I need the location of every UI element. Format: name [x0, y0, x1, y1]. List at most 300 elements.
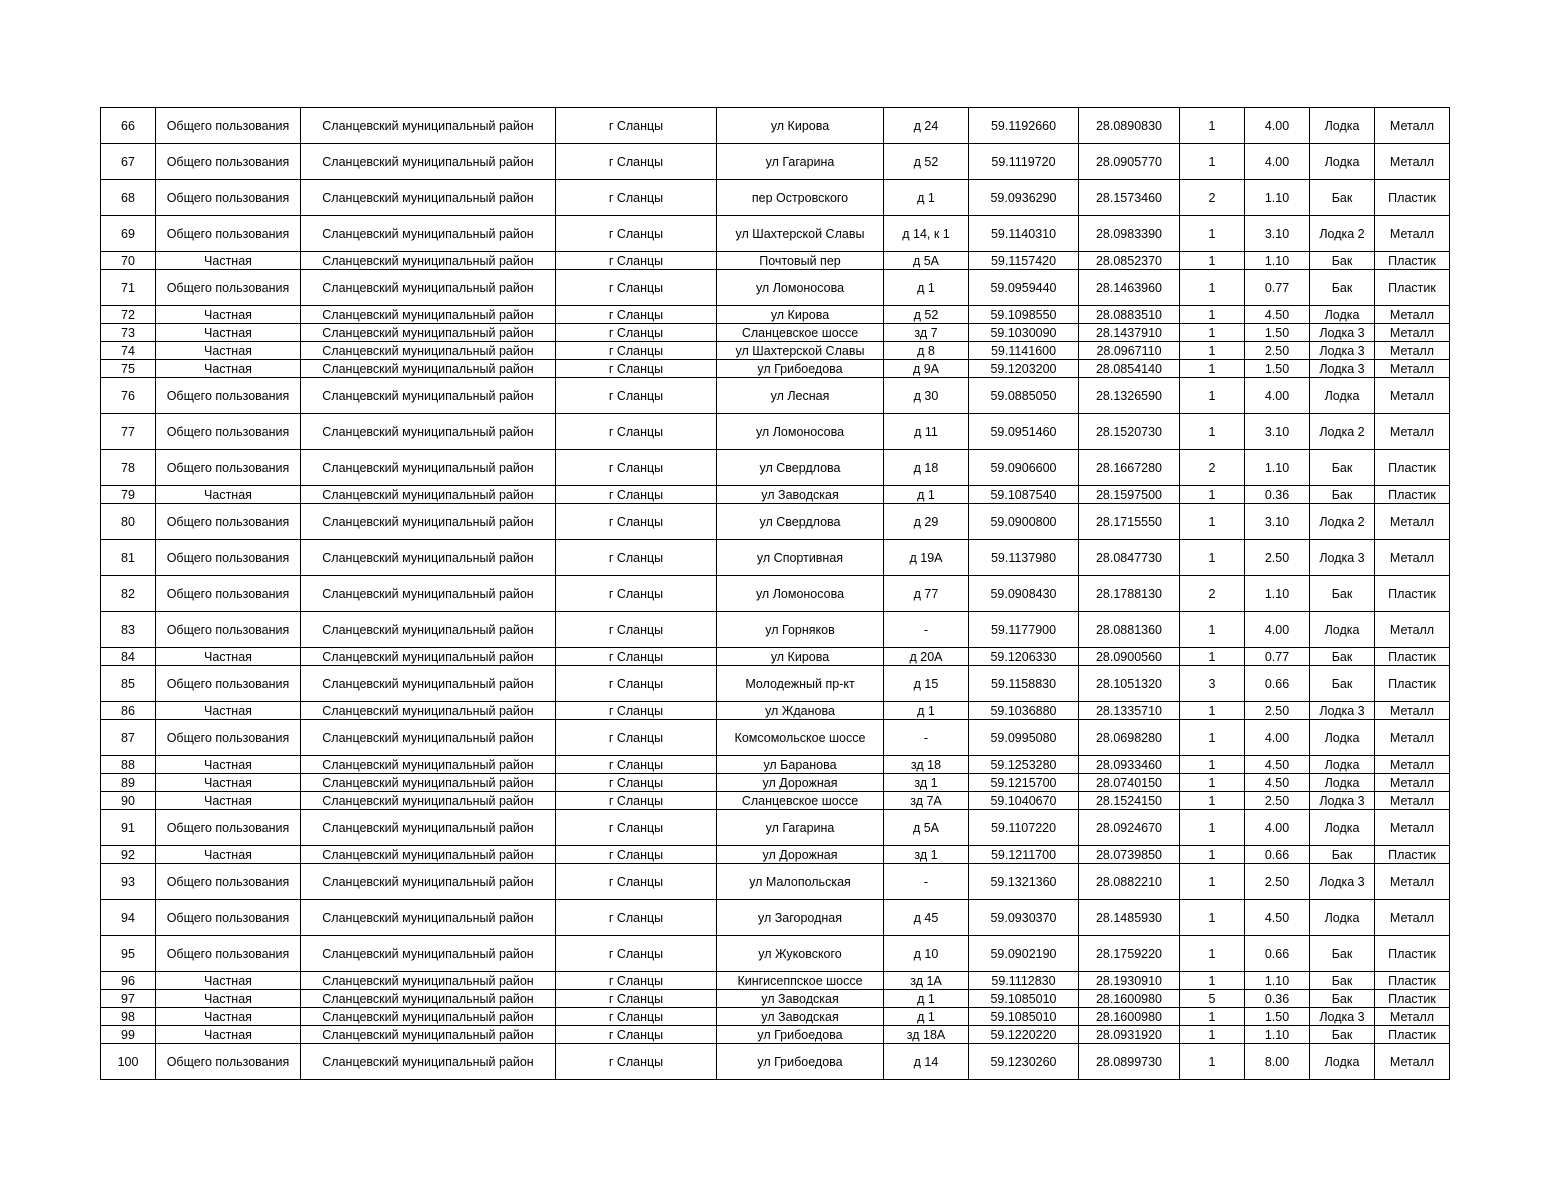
- cell-volume: 2.50: [1245, 864, 1310, 900]
- cell-volume: 4.00: [1245, 810, 1310, 846]
- cell-house: зд 7: [884, 324, 969, 342]
- cell-longitude: 28.0847730: [1079, 540, 1180, 576]
- cell-longitude: 28.1051320: [1079, 666, 1180, 702]
- cell-number: 78: [101, 450, 156, 486]
- cell-latitude: 59.0936290: [969, 180, 1079, 216]
- cell-container-type: Лодка 2: [1310, 414, 1375, 450]
- cell-house: д 8: [884, 342, 969, 360]
- cell-container-type: Лодка 3: [1310, 864, 1375, 900]
- cell-site-type: Общего пользования: [156, 810, 301, 846]
- cell-container-type: Лодка 3: [1310, 792, 1375, 810]
- cell-number: 70: [101, 252, 156, 270]
- cell-street: ул Грибоедова: [717, 1026, 884, 1044]
- cell-house: д 52: [884, 144, 969, 180]
- cell-volume: 4.50: [1245, 756, 1310, 774]
- cell-volume: 4.50: [1245, 306, 1310, 324]
- cell-volume: 2.50: [1245, 792, 1310, 810]
- cell-container-type: Лодка: [1310, 774, 1375, 792]
- cell-material: Пластик: [1375, 1026, 1450, 1044]
- cell-street: ул Гагарина: [717, 144, 884, 180]
- cell-city: г Сланцы: [556, 504, 717, 540]
- cell-container-count: 1: [1180, 306, 1245, 324]
- cell-container-type: Лодка: [1310, 900, 1375, 936]
- cell-district: Сланцевский муниципальный район: [301, 144, 556, 180]
- cell-house: д 9А: [884, 360, 969, 378]
- cell-material: Пластик: [1375, 846, 1450, 864]
- cell-material: Металл: [1375, 324, 1450, 342]
- cell-container-count: 2: [1180, 576, 1245, 612]
- cell-material: Пластик: [1375, 252, 1450, 270]
- cell-container-count: 1: [1180, 900, 1245, 936]
- cell-container-count: 1: [1180, 756, 1245, 774]
- cell-city: г Сланцы: [556, 846, 717, 864]
- cell-number: 86: [101, 702, 156, 720]
- cell-latitude: 59.0930370: [969, 900, 1079, 936]
- cell-longitude: 28.1667280: [1079, 450, 1180, 486]
- cell-street: ул Баранова: [717, 756, 884, 774]
- cell-volume: 1.10: [1245, 450, 1310, 486]
- cell-longitude: 28.0740150: [1079, 774, 1180, 792]
- table-row: [101, 270, 1450, 306]
- cell-number: 71: [101, 270, 156, 306]
- cell-latitude: 59.1036880: [969, 702, 1079, 720]
- cell-house: д 20А: [884, 648, 969, 666]
- cell-site-type: Частная: [156, 1008, 301, 1026]
- cell-container-count: 1: [1180, 414, 1245, 450]
- cell-material: Металл: [1375, 864, 1450, 900]
- cell-container-type: Лодка 3: [1310, 324, 1375, 342]
- cell-street: ул Ломоносова: [717, 414, 884, 450]
- cell-house: д 1: [884, 702, 969, 720]
- cell-longitude: 28.1573460: [1079, 180, 1180, 216]
- cell-site-type: Частная: [156, 774, 301, 792]
- cell-house: зд 18А: [884, 1026, 969, 1044]
- cell-city: г Сланцы: [556, 774, 717, 792]
- cell-material: Металл: [1375, 360, 1450, 378]
- cell-volume: 4.50: [1245, 774, 1310, 792]
- cell-street: ул Гагарина: [717, 810, 884, 846]
- table-row: [101, 252, 1450, 270]
- cell-latitude: 59.1321360: [969, 864, 1079, 900]
- cell-district: Сланцевский муниципальный район: [301, 504, 556, 540]
- cell-number: 72: [101, 306, 156, 324]
- table-row: [101, 900, 1450, 936]
- cell-container-type: Лодка: [1310, 378, 1375, 414]
- cell-latitude: 59.1107220: [969, 810, 1079, 846]
- cell-latitude: 59.0908430: [969, 576, 1079, 612]
- cell-latitude: 59.1192660: [969, 108, 1079, 144]
- cell-latitude: 59.0902190: [969, 936, 1079, 972]
- cell-longitude: 28.1524150: [1079, 792, 1180, 810]
- table-body: [101, 108, 1450, 1080]
- cell-latitude: 59.0906600: [969, 450, 1079, 486]
- cell-number: 79: [101, 486, 156, 504]
- cell-house: -: [884, 612, 969, 648]
- cell-longitude: 28.1715550: [1079, 504, 1180, 540]
- cell-latitude: 59.1203200: [969, 360, 1079, 378]
- cell-container-type: Лодка: [1310, 810, 1375, 846]
- cell-longitude: 28.1597500: [1079, 486, 1180, 504]
- cell-district: Сланцевский муниципальный район: [301, 486, 556, 504]
- cell-district: Сланцевский муниципальный район: [301, 414, 556, 450]
- cell-longitude: 28.1600980: [1079, 1008, 1180, 1026]
- cell-house: д 30: [884, 378, 969, 414]
- table-row: [101, 936, 1450, 972]
- table-row: [101, 180, 1450, 216]
- cell-container-type: Лодка: [1310, 612, 1375, 648]
- cell-house: д 1: [884, 990, 969, 1008]
- cell-number: 77: [101, 414, 156, 450]
- cell-district: Сланцевский муниципальный район: [301, 576, 556, 612]
- cell-container-type: Бак: [1310, 486, 1375, 504]
- table-row: [101, 774, 1450, 792]
- cell-longitude: 28.1463960: [1079, 270, 1180, 306]
- cell-material: Пластик: [1375, 972, 1450, 990]
- cell-longitude: 28.0883510: [1079, 306, 1180, 324]
- cell-house: д 24: [884, 108, 969, 144]
- cell-district: Сланцевский муниципальный район: [301, 180, 556, 216]
- cell-container-count: 2: [1180, 180, 1245, 216]
- cell-street: пер Островского: [717, 180, 884, 216]
- cell-number: 73: [101, 324, 156, 342]
- cell-container-type: Лодка 3: [1310, 702, 1375, 720]
- cell-site-type: Частная: [156, 324, 301, 342]
- cell-city: г Сланцы: [556, 810, 717, 846]
- cell-latitude: 59.1177900: [969, 612, 1079, 648]
- cell-site-type: Общего пользования: [156, 378, 301, 414]
- cell-container-type: Бак: [1310, 450, 1375, 486]
- cell-house: д 1: [884, 180, 969, 216]
- cell-container-type: Лодка: [1310, 306, 1375, 324]
- cell-district: Сланцевский муниципальный район: [301, 720, 556, 756]
- cell-latitude: 59.1211700: [969, 846, 1079, 864]
- cell-district: Сланцевский муниципальный район: [301, 810, 556, 846]
- table-row: [101, 450, 1450, 486]
- cell-number: 89: [101, 774, 156, 792]
- cell-street: ул Шахтерской Славы: [717, 342, 884, 360]
- cell-container-count: 1: [1180, 360, 1245, 378]
- cell-street: ул Заводская: [717, 990, 884, 1008]
- cell-container-count: 1: [1180, 108, 1245, 144]
- cell-city: г Сланцы: [556, 990, 717, 1008]
- cell-site-type: Частная: [156, 306, 301, 324]
- cell-street: ул Дорожная: [717, 846, 884, 864]
- cell-material: Пластик: [1375, 450, 1450, 486]
- cell-container-count: 1: [1180, 648, 1245, 666]
- cell-number: 85: [101, 666, 156, 702]
- cell-container-count: 1: [1180, 270, 1245, 306]
- cell-street: ул Загородная: [717, 900, 884, 936]
- cell-site-type: Общего пользования: [156, 144, 301, 180]
- table-row: [101, 216, 1450, 252]
- cell-number: 90: [101, 792, 156, 810]
- cell-city: г Сланцы: [556, 648, 717, 666]
- cell-district: Сланцевский муниципальный район: [301, 612, 556, 648]
- cell-number: 95: [101, 936, 156, 972]
- cell-volume: 4.00: [1245, 612, 1310, 648]
- cell-site-type: Частная: [156, 972, 301, 990]
- cell-site-type: Частная: [156, 252, 301, 270]
- cell-container-count: 1: [1180, 378, 1245, 414]
- cell-street: ул Грибоедова: [717, 1044, 884, 1080]
- cell-district: Сланцевский муниципальный район: [301, 1044, 556, 1080]
- cell-material: Металл: [1375, 108, 1450, 144]
- cell-longitude: 28.1520730: [1079, 414, 1180, 450]
- cell-district: Сланцевский муниципальный район: [301, 936, 556, 972]
- cell-site-type: Частная: [156, 756, 301, 774]
- cell-latitude: 59.1253280: [969, 756, 1079, 774]
- cell-volume: 4.00: [1245, 378, 1310, 414]
- cell-container-type: Лодка: [1310, 108, 1375, 144]
- cell-container-type: Бак: [1310, 990, 1375, 1008]
- cell-district: Сланцевский муниципальный район: [301, 306, 556, 324]
- cell-longitude: 28.0698280: [1079, 720, 1180, 756]
- cell-volume: 0.77: [1245, 270, 1310, 306]
- cell-volume: 0.66: [1245, 846, 1310, 864]
- cell-number: 82: [101, 576, 156, 612]
- table-row: [101, 702, 1450, 720]
- cell-container-type: Бак: [1310, 180, 1375, 216]
- cell-container-count: 1: [1180, 504, 1245, 540]
- cell-latitude: 59.1040670: [969, 792, 1079, 810]
- cell-site-type: Общего пользования: [156, 414, 301, 450]
- cell-district: Сланцевский муниципальный район: [301, 108, 556, 144]
- cell-latitude: 59.1140310: [969, 216, 1079, 252]
- cell-longitude: 28.0931920: [1079, 1026, 1180, 1044]
- cell-site-type: Общего пользования: [156, 900, 301, 936]
- cell-house: д 15: [884, 666, 969, 702]
- cell-house: д 1: [884, 270, 969, 306]
- cell-number: 99: [101, 1026, 156, 1044]
- cell-city: г Сланцы: [556, 414, 717, 450]
- cell-volume: 1.50: [1245, 1008, 1310, 1026]
- cell-district: Сланцевский муниципальный район: [301, 846, 556, 864]
- cell-street: Почтовый пер: [717, 252, 884, 270]
- cell-material: Металл: [1375, 900, 1450, 936]
- cell-latitude: 59.0995080: [969, 720, 1079, 756]
- cell-volume: 4.50: [1245, 900, 1310, 936]
- cell-district: Сланцевский муниципальный район: [301, 270, 556, 306]
- cell-volume: 1.10: [1245, 576, 1310, 612]
- cell-number: 98: [101, 1008, 156, 1026]
- cell-number: 84: [101, 648, 156, 666]
- cell-number: 83: [101, 612, 156, 648]
- table-row: [101, 324, 1450, 342]
- cell-street: ул Лесная: [717, 378, 884, 414]
- cell-container-count: 1: [1180, 810, 1245, 846]
- table-row: [101, 1026, 1450, 1044]
- cell-number: 67: [101, 144, 156, 180]
- cell-material: Металл: [1375, 810, 1450, 846]
- cell-material: Металл: [1375, 1008, 1450, 1026]
- cell-street: Сланцевское шоссе: [717, 324, 884, 342]
- cell-city: г Сланцы: [556, 180, 717, 216]
- cell-latitude: 59.1158830: [969, 666, 1079, 702]
- cell-longitude: 28.1326590: [1079, 378, 1180, 414]
- cell-longitude: 28.0924670: [1079, 810, 1180, 846]
- cell-number: 100: [101, 1044, 156, 1080]
- cell-district: Сланцевский муниципальный район: [301, 324, 556, 342]
- cell-volume: 1.10: [1245, 180, 1310, 216]
- cell-container-count: 1: [1180, 864, 1245, 900]
- cell-number: 93: [101, 864, 156, 900]
- cell-container-count: 1: [1180, 252, 1245, 270]
- cell-material: Пластик: [1375, 666, 1450, 702]
- cell-volume: 0.66: [1245, 666, 1310, 702]
- table-row: [101, 360, 1450, 378]
- table-row: [101, 378, 1450, 414]
- cell-house: -: [884, 864, 969, 900]
- cell-site-type: Общего пользования: [156, 540, 301, 576]
- cell-street: ул Шахтерской Славы: [717, 216, 884, 252]
- cell-volume: 3.10: [1245, 504, 1310, 540]
- cell-city: г Сланцы: [556, 972, 717, 990]
- cell-house: зд 1: [884, 774, 969, 792]
- cell-container-count: 1: [1180, 486, 1245, 504]
- cell-container-count: 1: [1180, 720, 1245, 756]
- cell-street: Комсомольское шоссе: [717, 720, 884, 756]
- cell-material: Металл: [1375, 414, 1450, 450]
- cell-material: Металл: [1375, 792, 1450, 810]
- cell-district: Сланцевский муниципальный район: [301, 1008, 556, 1026]
- cell-street: ул Кирова: [717, 648, 884, 666]
- table-row: [101, 108, 1450, 144]
- cell-site-type: Частная: [156, 990, 301, 1008]
- cell-number: 69: [101, 216, 156, 252]
- cell-latitude: 59.1098550: [969, 306, 1079, 324]
- cell-container-type: Лодка 2: [1310, 216, 1375, 252]
- cell-container-count: 1: [1180, 1044, 1245, 1080]
- cell-volume: 2.50: [1245, 342, 1310, 360]
- cell-site-type: Частная: [156, 846, 301, 864]
- cell-latitude: 59.1087540: [969, 486, 1079, 504]
- cell-material: Металл: [1375, 342, 1450, 360]
- table-row: [101, 414, 1450, 450]
- cell-city: г Сланцы: [556, 756, 717, 774]
- cell-container-count: 1: [1180, 324, 1245, 342]
- cell-district: Сланцевский муниципальный район: [301, 756, 556, 774]
- cell-longitude: 28.1930910: [1079, 972, 1180, 990]
- cell-volume: 8.00: [1245, 1044, 1310, 1080]
- cell-container-count: 1: [1180, 972, 1245, 990]
- cell-material: Металл: [1375, 378, 1450, 414]
- cell-volume: 4.00: [1245, 720, 1310, 756]
- cell-material: Пластик: [1375, 180, 1450, 216]
- cell-city: г Сланцы: [556, 666, 717, 702]
- cell-container-count: 1: [1180, 540, 1245, 576]
- cell-longitude: 28.1485930: [1079, 900, 1180, 936]
- table-row: [101, 864, 1450, 900]
- cell-volume: 1.10: [1245, 972, 1310, 990]
- table-row: [101, 756, 1450, 774]
- cell-house: зд 18: [884, 756, 969, 774]
- cell-site-type: Общего пользования: [156, 936, 301, 972]
- cell-site-type: Общего пользования: [156, 720, 301, 756]
- cell-city: г Сланцы: [556, 864, 717, 900]
- cell-container-type: Бак: [1310, 648, 1375, 666]
- cell-material: Пластик: [1375, 576, 1450, 612]
- cell-house: д 14, к 1: [884, 216, 969, 252]
- cell-house: -: [884, 720, 969, 756]
- cell-longitude: 28.1788130: [1079, 576, 1180, 612]
- cell-number: 96: [101, 972, 156, 990]
- cell-container-count: 1: [1180, 144, 1245, 180]
- cell-container-count: 1: [1180, 936, 1245, 972]
- cell-district: Сланцевский муниципальный район: [301, 252, 556, 270]
- cell-container-type: Бак: [1310, 666, 1375, 702]
- cell-container-type: Бак: [1310, 936, 1375, 972]
- cell-house: д 5А: [884, 252, 969, 270]
- cell-volume: 0.36: [1245, 990, 1310, 1008]
- cell-longitude: 28.0933460: [1079, 756, 1180, 774]
- cell-longitude: 28.0854140: [1079, 360, 1180, 378]
- cell-number: 87: [101, 720, 156, 756]
- cell-city: г Сланцы: [556, 144, 717, 180]
- cell-container-type: Бак: [1310, 846, 1375, 864]
- cell-site-type: Общего пользования: [156, 504, 301, 540]
- cell-volume: 2.50: [1245, 540, 1310, 576]
- cell-latitude: 59.0900800: [969, 504, 1079, 540]
- cell-latitude: 59.1085010: [969, 990, 1079, 1008]
- cell-container-type: Лодка: [1310, 720, 1375, 756]
- cell-street: ул Свердлова: [717, 504, 884, 540]
- cell-site-type: Частная: [156, 702, 301, 720]
- cell-city: г Сланцы: [556, 324, 717, 342]
- cell-material: Пластик: [1375, 990, 1450, 1008]
- cell-site-type: Общего пользования: [156, 666, 301, 702]
- cell-number: 81: [101, 540, 156, 576]
- cell-site-type: Общего пользования: [156, 180, 301, 216]
- table-row: [101, 342, 1450, 360]
- cell-container-type: Бак: [1310, 972, 1375, 990]
- cell-material: Металл: [1375, 612, 1450, 648]
- cell-district: Сланцевский муниципальный район: [301, 1026, 556, 1044]
- cell-latitude: 59.1112830: [969, 972, 1079, 990]
- cell-city: г Сланцы: [556, 576, 717, 612]
- cell-district: Сланцевский муниципальный район: [301, 702, 556, 720]
- cell-site-type: Общего пользования: [156, 612, 301, 648]
- cell-volume: 3.10: [1245, 216, 1310, 252]
- cell-volume: 1.10: [1245, 252, 1310, 270]
- table-row: [101, 810, 1450, 846]
- table-row: [101, 1044, 1450, 1080]
- cell-number: 74: [101, 342, 156, 360]
- cell-material: Металл: [1375, 144, 1450, 180]
- cell-volume: 1.50: [1245, 324, 1310, 342]
- cell-container-count: 1: [1180, 792, 1245, 810]
- cell-container-count: 1: [1180, 846, 1245, 864]
- cell-street: ул Ломоносова: [717, 576, 884, 612]
- cell-container-count: 1: [1180, 1026, 1245, 1044]
- cell-material: Металл: [1375, 540, 1450, 576]
- cell-house: д 19А: [884, 540, 969, 576]
- cell-house: зд 1: [884, 846, 969, 864]
- cell-site-type: Общего пользования: [156, 108, 301, 144]
- cell-latitude: 59.1206330: [969, 648, 1079, 666]
- table-row: [101, 306, 1450, 324]
- cell-city: г Сланцы: [556, 540, 717, 576]
- cell-house: д 29: [884, 504, 969, 540]
- cell-material: Пластик: [1375, 936, 1450, 972]
- container-sites-table: [100, 107, 1450, 1080]
- cell-site-type: Общего пользования: [156, 576, 301, 612]
- cell-material: Металл: [1375, 774, 1450, 792]
- cell-number: 97: [101, 990, 156, 1008]
- cell-district: Сланцевский муниципальный район: [301, 666, 556, 702]
- cell-street: ул Дорожная: [717, 774, 884, 792]
- cell-district: Сланцевский муниципальный район: [301, 774, 556, 792]
- cell-latitude: 59.1230260: [969, 1044, 1079, 1080]
